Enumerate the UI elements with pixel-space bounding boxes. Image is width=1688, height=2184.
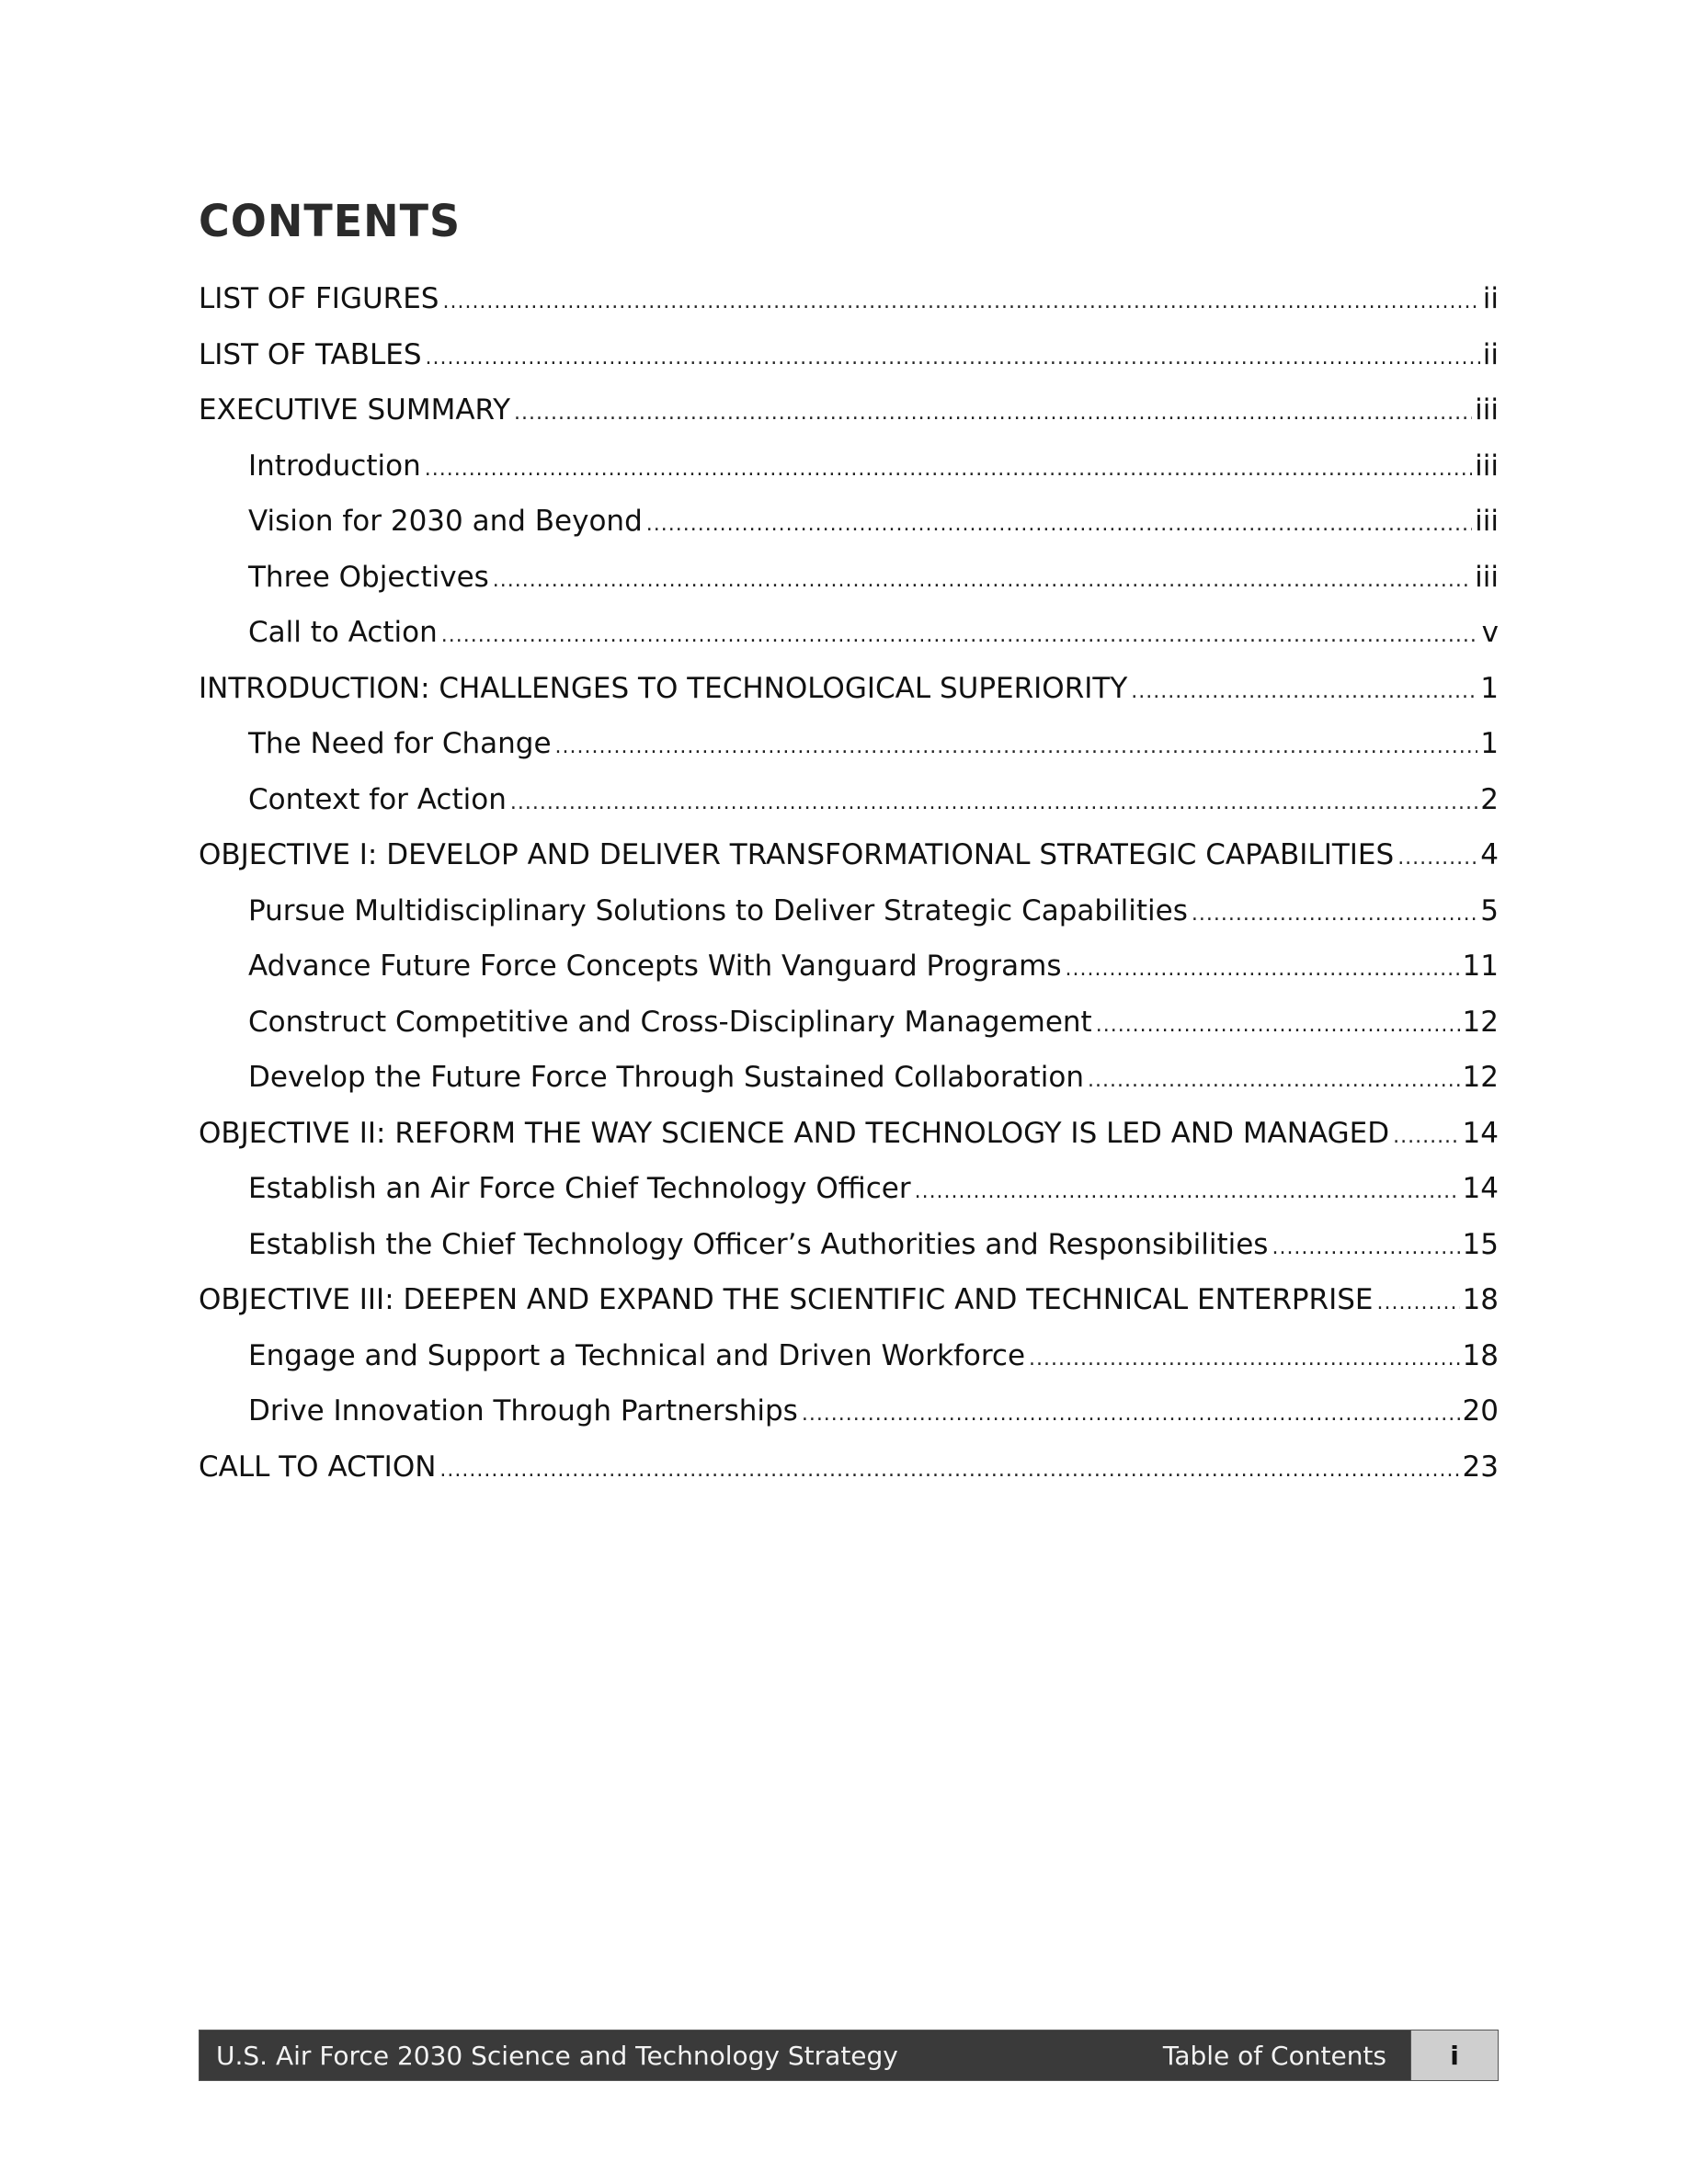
toc-entry-label: Establish an Air Force Chief Technology Officer xyxy=(248,1172,911,1205)
footer-page-number: i xyxy=(1410,2030,1498,2080)
toc-entry-label: Pursue Multidisciplinary Solutions to Deliver Strategic Capabilities xyxy=(248,893,1188,927)
toc-entry[interactable] xyxy=(199,777,1499,833)
toc-entry-label: Develop the Future Force Through Sustained Collaboration xyxy=(248,1061,1085,1094)
toc-entry[interactable] xyxy=(199,1054,1499,1110)
toc-entry-label: Three Objectives xyxy=(248,560,489,594)
toc-entry-label: Context for Action xyxy=(248,782,507,816)
toc-dot-leader xyxy=(426,336,1480,381)
toc-entry-label: Vision for 2030 and Beyond xyxy=(248,505,643,538)
toc-entry-page: 12 xyxy=(1462,1061,1499,1094)
toc-entry-page: 12 xyxy=(1462,1005,1499,1039)
toc-entry-label: INTRODUCTION: CHALLENGES TO TECHNOLOGICAL SUPERIORITY xyxy=(199,671,1128,705)
toc-dot-leader xyxy=(441,613,1479,659)
toc-entry-page: 1 xyxy=(1480,671,1499,705)
toc-entry-page: 23 xyxy=(1462,1450,1499,1484)
toc-entry-page: iii xyxy=(1475,505,1499,538)
toc-dot-leader xyxy=(425,447,1472,493)
toc-dot-leader xyxy=(1066,947,1460,993)
toc-entry-label: OBJECTIVE I: DEVELOP AND DELIVER TRANSFORMATIONAL STRATEGIC CAPABILITIES xyxy=(199,838,1395,871)
toc-entry-label: Engage and Support a Technical and Driven Workforce xyxy=(248,1338,1026,1372)
toc-dot-leader xyxy=(1393,1114,1459,1160)
toc-entry-label: CALL TO ACTION xyxy=(199,1450,437,1484)
toc-entry-page: 20 xyxy=(1462,1394,1499,1428)
toc-entry-label: Drive Innovation Through Partnerships xyxy=(248,1394,798,1428)
toc-dot-leader xyxy=(802,1392,1460,1438)
toc-dot-leader xyxy=(1192,892,1477,938)
toc-entry[interactable] xyxy=(199,1110,1499,1166)
toc-dot-leader xyxy=(1096,1003,1460,1049)
toc-entry[interactable] xyxy=(199,1388,1499,1444)
toc-entry[interactable] xyxy=(199,609,1499,665)
toc-dot-leader xyxy=(915,1169,1460,1215)
toc-entry-page: iii xyxy=(1475,449,1499,483)
toc-entry-page: 18 xyxy=(1462,1283,1499,1316)
toc-dot-leader xyxy=(493,558,1472,604)
toc-entry[interactable] xyxy=(199,387,1499,443)
toc-entry-label: OBJECTIVE III: DEEPEN AND EXPAND THE SCIENTIFIC AND TECHNICAL ENTERPRISE xyxy=(199,1283,1374,1316)
toc-entry-page: 4 xyxy=(1480,838,1499,871)
toc-entry[interactable] xyxy=(199,999,1499,1055)
toc-entry-label: LIST OF TABLES xyxy=(199,337,422,371)
toc-entry[interactable] xyxy=(199,276,1499,332)
toc-entry-page: 2 xyxy=(1480,782,1499,816)
toc-entry-label: Introduction xyxy=(248,449,421,483)
toc-dot-leader xyxy=(1088,1058,1460,1104)
toc-entry-label: Establish the Chief Technology Officer’s Authorities and Responsibilities xyxy=(248,1227,1269,1261)
toc-entry[interactable] xyxy=(199,1277,1499,1333)
toc-entry[interactable] xyxy=(199,554,1499,610)
toc-entry-page: ii xyxy=(1482,337,1499,371)
toc-entry[interactable] xyxy=(199,443,1499,499)
toc-entry[interactable] xyxy=(199,888,1499,944)
toc-entry-label: Advance Future Force Concepts With Vanguard Programs xyxy=(248,950,1062,983)
toc-entry-page: 1 xyxy=(1480,727,1499,760)
footer-section-name: Table of Contents xyxy=(1162,2040,1386,2071)
toc-dot-leader xyxy=(1131,669,1477,715)
toc-dot-leader xyxy=(1397,836,1477,882)
toc-entry[interactable] xyxy=(199,498,1499,554)
toc-entry-page: 18 xyxy=(1462,1338,1499,1372)
toc-entry-page: 5 xyxy=(1480,893,1499,927)
toc-dot-leader xyxy=(555,724,1478,770)
toc-entry-page: 14 xyxy=(1462,1116,1499,1150)
toc-dot-leader xyxy=(1272,1225,1459,1271)
toc-entry-label: Construct Competitive and Cross-Disciplinary Management xyxy=(248,1005,1092,1039)
toc-entry-page: v xyxy=(1481,616,1499,649)
toc-entry[interactable] xyxy=(199,1333,1499,1389)
toc-entry-label: OBJECTIVE II: REFORM THE WAY SCIENCE AND TECHNOLOGY IS LED AND MANAGED xyxy=(199,1116,1390,1150)
toc-entry-label: EXECUTIVE SUMMARY xyxy=(199,393,511,427)
toc-entry[interactable] xyxy=(199,721,1499,777)
footer-document-title: U.S. Air Force 2030 Science and Technology Strategy xyxy=(216,2040,898,2071)
toc-dot-leader xyxy=(646,502,1472,548)
toc-entry[interactable] xyxy=(199,1166,1499,1222)
toc-entry-label: LIST OF FIGURES xyxy=(199,282,439,315)
toc-entry[interactable] xyxy=(199,665,1499,722)
toc-dot-leader xyxy=(1029,1337,1460,1382)
toc-entry-label: The Need for Change xyxy=(248,727,552,760)
toc-entry-page: 11 xyxy=(1462,950,1499,983)
page-title: CONTENTS xyxy=(199,195,462,247)
toc-entry[interactable] xyxy=(199,1444,1499,1500)
toc-entry-page: ii xyxy=(1482,282,1499,315)
toc-dot-leader xyxy=(514,391,1472,437)
toc-entry-page: 14 xyxy=(1462,1172,1499,1205)
toc-entry[interactable] xyxy=(199,943,1499,999)
toc-entry-label: Call to Action xyxy=(248,616,438,649)
table-of-contents xyxy=(199,276,1499,1499)
page-footer xyxy=(199,2030,1499,2081)
toc-dot-leader xyxy=(1377,1280,1460,1326)
toc-entry[interactable] xyxy=(199,1222,1499,1278)
toc-dot-leader xyxy=(510,780,1477,826)
toc-entry-page: 15 xyxy=(1462,1227,1499,1261)
toc-entry[interactable] xyxy=(199,832,1499,888)
toc-dot-leader xyxy=(442,279,1479,325)
toc-dot-leader xyxy=(439,1448,1459,1494)
toc-entry-page: iii xyxy=(1475,560,1499,594)
toc-entry-page: iii xyxy=(1475,393,1499,427)
toc-entry[interactable] xyxy=(199,332,1499,388)
